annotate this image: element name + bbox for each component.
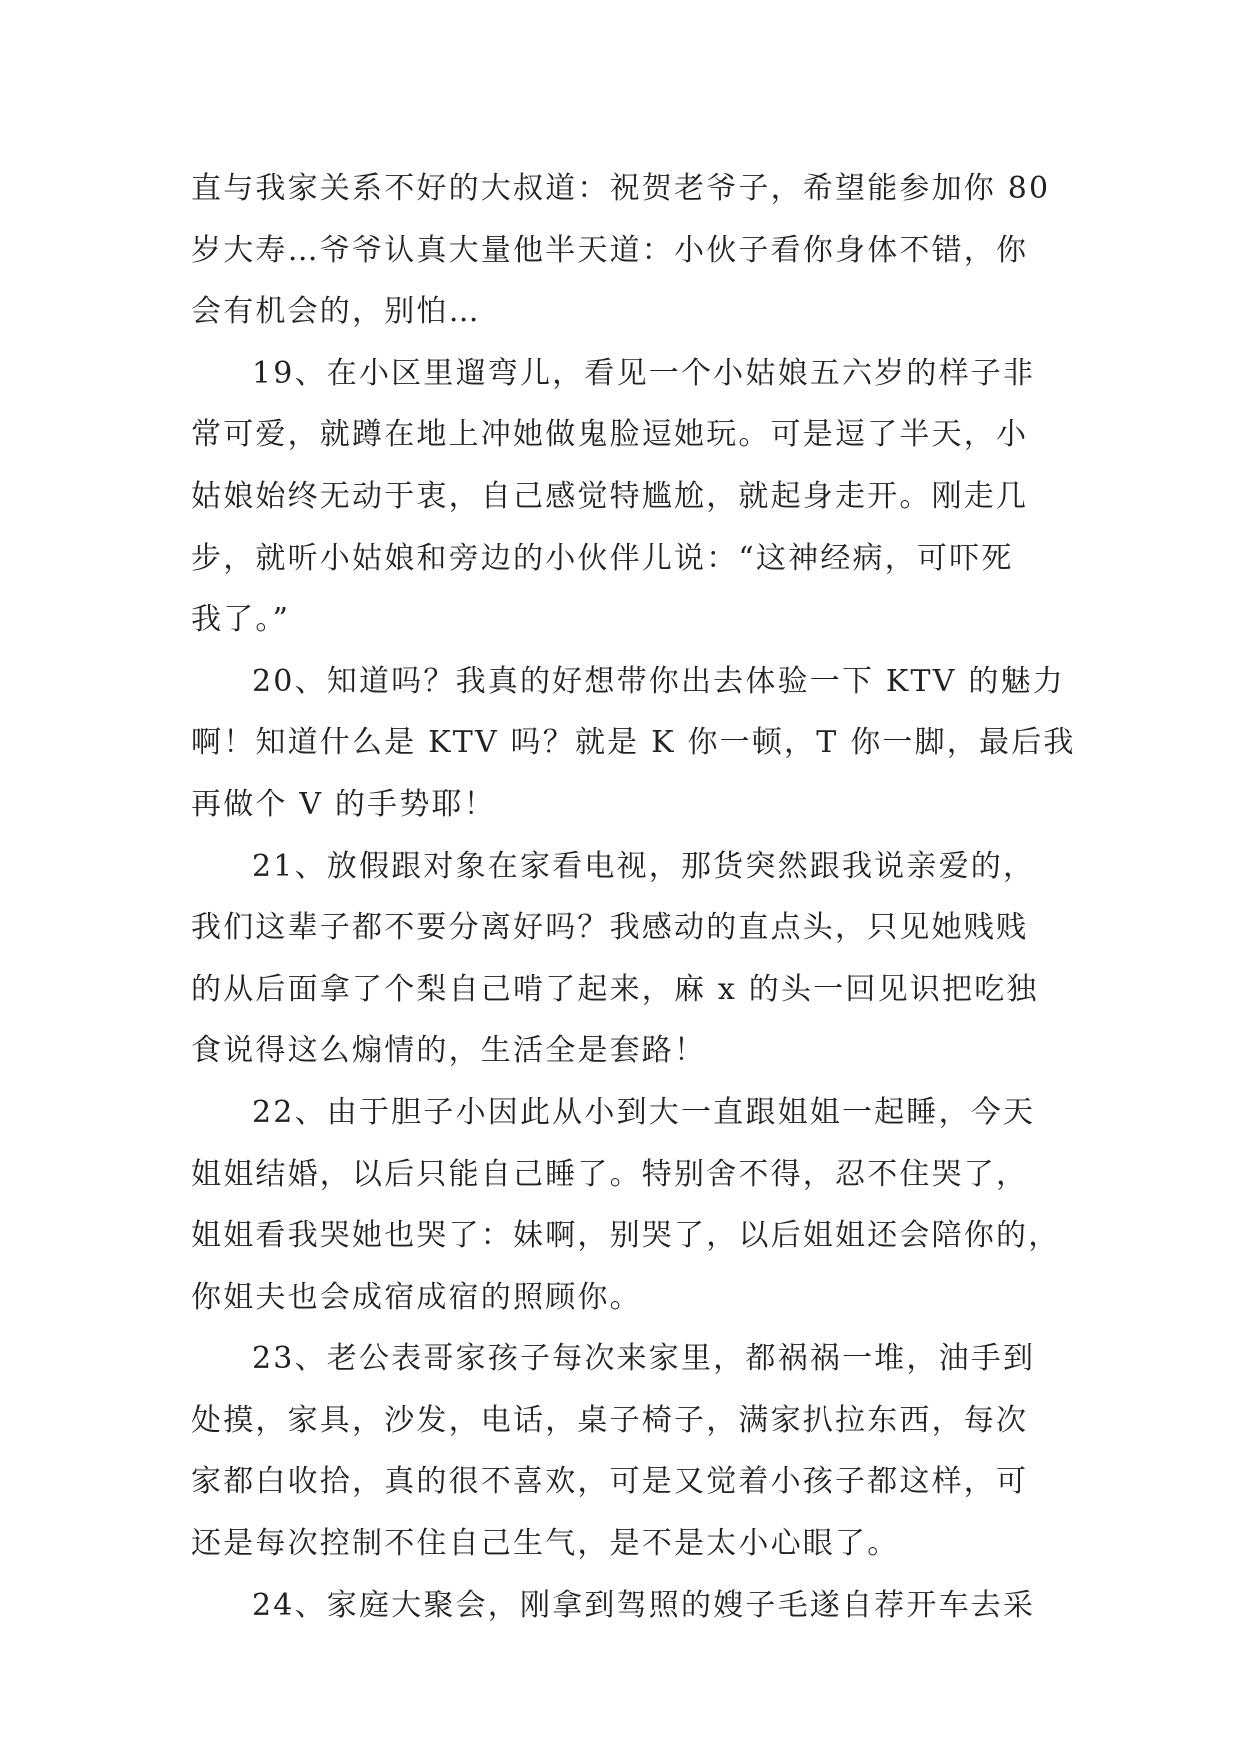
paragraph-start-22: 22、由于胆子小因此从小到大一直跟姐姐一起睡，今天 [252, 1094, 1036, 1130]
text-line: 食说得这么煽情的，生活全是套路！ [191, 1033, 707, 1069]
text-line: 会有机会的，别怕… [191, 294, 481, 330]
paragraph-start-19: 19、在小区里遛弯儿，看见一个小姑娘五六岁的样子非 [252, 355, 1036, 391]
text-line: 姐姐结婚，以后只能自己睡了。特别舍不得，忍不住哭了， [191, 1156, 1029, 1192]
text-line: 还是每次控制不住自己生气，是不是太小心眼了。 [191, 1526, 900, 1562]
text-line: 姐姐看我哭她也哭了：妹啊，别哭了，以后姐姐还会陪你的， [191, 1218, 1061, 1254]
text-line: 岁大寿…爷爷认真大量他半天道：小伙子看你身体不错，你 [191, 232, 1029, 268]
text-line: 姑娘始终无动于衷，自己感觉特尴尬，就起身走开。刚走几 [191, 478, 1029, 514]
paragraph-start-23: 23、老公表哥家孩子每次来家里，都祸祸一堆，油手到 [252, 1341, 1036, 1377]
text-line: 家都白收拾，真的很不喜欢，可是又觉着小孩子都这样，可 [191, 1464, 1029, 1500]
text-line: 步，就听小姑娘和旁边的小伙伴儿说：“这神经病，可吓死 [191, 540, 1014, 576]
paragraph-start-24: 24、家庭大聚会，刚拿到驾照的嫂子毛遂自荐开车去采 [252, 1587, 1036, 1623]
text-line: 啊！知道什么是 KTV 吗？就是 K 你一顿，T 你一脚，最后我 [191, 725, 1076, 761]
paragraph-start-21: 21、放假跟对象在家看电视，那货突然跟我说亲爱的， [252, 848, 1036, 884]
text-line: 处摸，家具，沙发，电话，桌子椅子，满家扒拉东西，每次 [191, 1402, 1029, 1438]
text-line: 再做个 V 的手势耶！ [191, 786, 496, 822]
text-line: 你姐夫也会成宿成宿的照顾你。 [191, 1279, 642, 1315]
text-line: 我了。” [191, 602, 291, 638]
text-line: 我们这辈子都不要分离好吗？我感动的直点头，只见她贱贱 [191, 910, 1029, 946]
text-line: 直与我家关系不好的大叔道：祝贺老爷子，希望能参加你 80 [191, 171, 1051, 206]
text-line: 常可爱，就蹲在地上冲她做鬼脸逗她玩。可是逗了半天，小 [191, 417, 1029, 453]
paragraph-start-20: 20、知道吗？我真的好想带你出去体验一下 KTV 的魅力 [252, 663, 1065, 699]
document-body [191, 158, 1076, 1636]
text-line: 的从后面拿了个梨自己啃了起来，麻 x 的头一回见识把吃独 [191, 971, 1039, 1007]
